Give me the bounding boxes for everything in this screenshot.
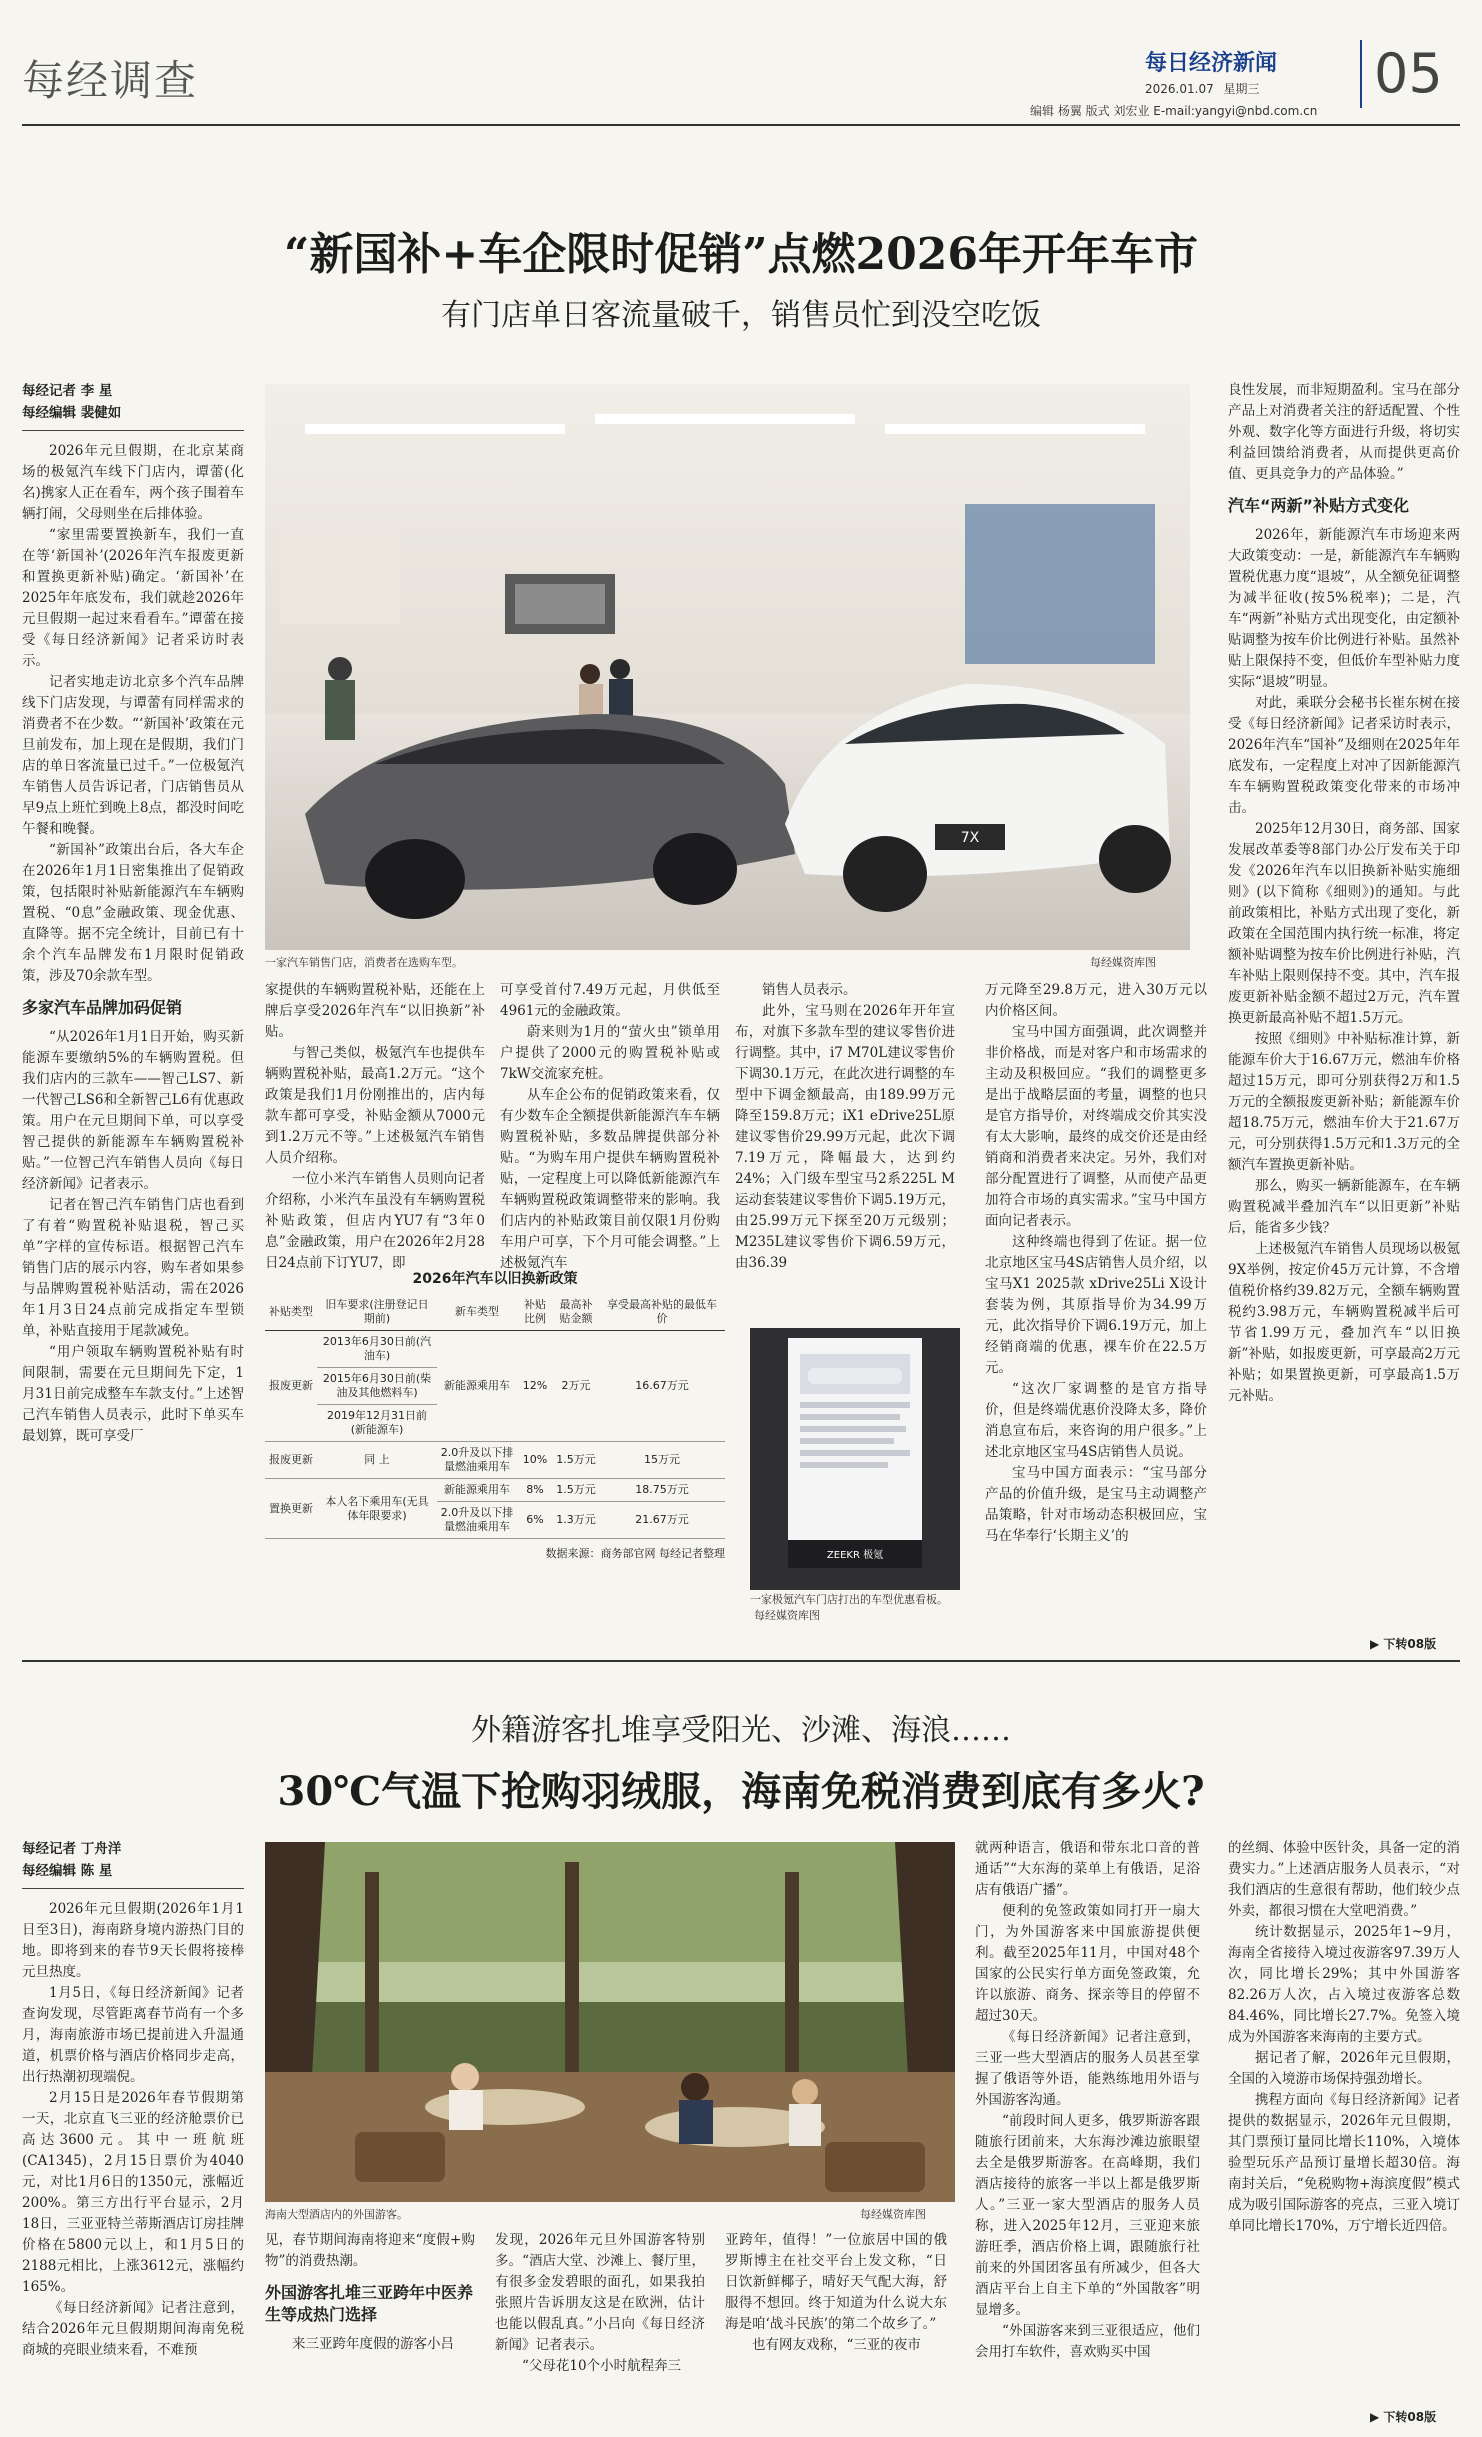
car-badge: 7X	[960, 830, 980, 846]
header-rule	[22, 124, 1460, 126]
paragraph: “父母花10个小时航程奔三	[522, 2358, 682, 2374]
story2-column-3	[495, 2230, 705, 2430]
table-row	[265, 1479, 725, 1502]
paragraph: 与智己类似，极氪汽车也提供车辆购置税补贴，最高1.2万元。“这个政策是我们1月份刚推出的，店内每款车都可享受，补贴金额从7000元到1.2万元不等。”上述极氪汽车销售人员介绍称。	[265, 1045, 485, 1166]
story2-byline-reporter: 每经记者 丁舟洋	[22, 1841, 122, 1857]
inset-caption-credit: 每经媒资库图	[754, 1609, 820, 1622]
policy-table-title: 2026年汽车以旧换新政策	[412, 1271, 578, 1287]
paragraph: 2026年元旦假期(2026年1月1日至3日)，海南跻身境内游热门目的地。即将到来的春节9天长假将接棒元旦热度。	[22, 1901, 244, 1980]
section-heading: 外国游客扎堆三亚跨年中医养生等成热门选择	[265, 2283, 474, 2324]
play-arrow-icon: ▶	[1370, 1637, 1380, 1651]
story-divider	[22, 1660, 1460, 1662]
story1-byline-reporter: 每经记者 李 星	[22, 383, 113, 399]
paragraph: 《每日经济新闻》记者注意到，三亚一些大型酒店的服务人员甚至掌握了俄语等外语，能熟练地用外语与外国游客沟通。	[975, 2029, 1200, 2108]
paragraph: 携程方面向《每日经济新闻》记者提供的数据显示，2026年元旦假期，其门票预订量同比增长110%，入境体验型玩乐产品预订量增长超30倍。海南封关后，“免税购物+海滨度假”模式成为吸引国际游客的亮点，三亚入境订单同比增长170%，万宁增长近四倍。	[1228, 2092, 1460, 2234]
table-cell: 2013年6月30日前(汽油车)	[317, 1331, 437, 1368]
paragraph: 2025年12月30日，商务部、国家发展改革委等8部门办公厅发布关于印发《2026年汽车以旧换新补贴实施细则》(以下简称《细则》)的通知。与此前政策相比，补贴方式出现了变化，新政策在全国范围内执行统一标准，将定额补贴调整为按车价比例进行补贴，汽车补贴上限则保持不变。其中，汽车报废更新补贴金额不超过2万元，汽车置换更新最高补贴不超1.5万元。	[1228, 821, 1460, 1026]
section-name: 每经调查	[22, 56, 199, 105]
story1-column-1	[22, 380, 244, 1676]
story1-photo-credit: 每经媒资库图	[1090, 956, 1156, 969]
story1-column-3	[500, 980, 720, 1271]
table-cell: 新能源乘用车	[437, 1331, 517, 1442]
table-cell: 18.75万元	[599, 1479, 725, 1502]
paragraph: 万元降至29.8万元，进入30万元以内价格区间。	[985, 982, 1207, 1019]
story1-photo-caption: 一家汽车销售门店，消费者在选购车型。	[265, 956, 463, 969]
story1-byline-editor: 每经编辑 裴健如	[22, 405, 122, 421]
masthead-paper-name: 每日经济新闻	[1145, 50, 1278, 76]
page-number: 05	[1374, 42, 1443, 105]
continued-label: 下转08版	[1383, 2410, 1437, 2424]
table-header-row	[265, 1294, 725, 1331]
table-cell: 2.0升及以下排量燃油乘用车	[437, 1442, 517, 1479]
paragraph: 可享受首付7.49万元起，月供低至4961元的金融政策。	[500, 982, 720, 1019]
section-heading: 汽车“两新”补贴方式变化	[1228, 496, 1410, 515]
table-row	[265, 1331, 725, 1368]
paragraph: 此外，宝马则在2026年开年宣布，对旗下多款车型的建议零售价进行调整。其中，i7 M70L建议零售价下调30.1万元，在此次进行调整的车型中下调金额最高，由189.99万元降至159.8万元；iX1 eDrive25L原建议零售价29.99万元起，此次下调7.19万元，降幅最大，达到约24%；入门级车型宝马2系225L M运动套装建议零售价下调5.19万元，由25.99万元下探至20万元级别；M235L建议零售价下调6.59万元，由36.39	[735, 1003, 955, 1271]
hotel-lobby-illustration	[265, 1842, 955, 2202]
table-cell: 报废更新	[265, 1442, 317, 1479]
table-cell: 2019年12月31日前(新能源车)	[317, 1405, 437, 1442]
continued-label: 下转08版	[1383, 1637, 1437, 1651]
paragraph: 据记者了解，2026年元旦假期，全国的入境游市场保持强劲增长。	[1228, 2050, 1460, 2087]
promo-board-illustration	[750, 1328, 960, 1590]
story2-kicker: 外籍游客扎堆享受阳光、沙滩、海浪……	[471, 1713, 1011, 1748]
story2-continued-link[interactable]	[1370, 2408, 1436, 2425]
table-cell: 本人名下乘用车(无具体年限要求)	[317, 1479, 437, 1539]
paragraph: 从车企公布的促销政策来看，仅有少数车企全额提供新能源汽车车辆购置税补贴，多数品牌提供部分补贴。“为购车用户提供车辆购置税补贴，一定程度上可以降低新能源汽车车辆购置税政策调整带来的影响。我们店内的补贴政策目前仅限1月份购车用户可享，下个月可能会调整。”上述极氪汽车	[500, 1087, 720, 1271]
story2-title: 30℃气温下抢购羽绒服，海南免税消费到底有多火?	[277, 1768, 1205, 1815]
paragraph: 销售人员表示。	[762, 982, 857, 998]
paragraph: 记者在智己汽车销售门店也看到了有着“购置税补贴退税，智己买单”字样的宣传标语。根据智己汽车销售门店的展示内容，购车者如果参与品牌购置税补贴活动，需在2026年1月3日24点前完成指定车型锁单，补贴直接用于尾款减免。	[22, 1197, 244, 1339]
table-header: 最高补贴金额	[553, 1294, 599, 1331]
table-cell: 报废更新	[265, 1331, 317, 1442]
story1-subtitle: 有门店单日客流量破千，销售员忙到没空吃饭	[441, 298, 1041, 333]
section-heading: 多家汽车品牌加码促销	[22, 998, 183, 1017]
table-header: 旧车要求(注册登记日期前)	[317, 1294, 437, 1331]
story1-column-5	[985, 980, 1207, 1660]
paragraph: 《每日经济新闻》记者注意到，结合2026年元旦假期期间海南免税商城的亮眼业绩来看，不难预	[22, 2300, 244, 2358]
table-cell: 新能源乘用车	[437, 1479, 517, 1502]
story2-column-6	[1228, 1838, 1460, 2398]
inset-caption-text: 一家极氪汽车门店打出的车型优惠看板。	[750, 1593, 948, 1606]
paragraph: “这次厂家调整的是官方指导价，但是终端优惠价没降太多，降价消息宣布后，来咨询的用户很多。”上述北京地区宝马4S店销售人员说。	[985, 1381, 1207, 1460]
story2-photo-credit: 每经媒资库图	[860, 2208, 926, 2221]
paragraph: 的丝绸、体验中医针灸，具备一定的消费实力。”上述酒店服务人员表示，“对我们酒店的生意很有帮助，他们较少点外卖，都很习惯在大堂吧消费。”	[1228, 1840, 1460, 1919]
table-cell: 1.3万元	[553, 1502, 599, 1539]
paragraph: 就两种语言，俄语和带东北口音的普通话”“大东海的菜单上有俄语，足浴店有俄语广播”。	[975, 1840, 1200, 1898]
paragraph: “前段时间人更多，俄罗斯游客跟随旅行团前来，大东海沙滩边旅眼望去全是俄罗斯游客。在高峰期，我们酒店接待的旅客一半以上都是俄罗斯人。”三亚一家大型酒店的服务人员称，进入2025年12月，三亚迎来旅游旺季，酒店价格上调，跟随旅行社前来的外国团客虽有所减少，但各大酒店平台上自主下单的“外国散客”明显增多。	[975, 2113, 1200, 2318]
story2-column-1	[22, 1838, 244, 2428]
story2-column-5	[975, 1838, 1200, 2428]
story1-column-6	[1228, 380, 1460, 1630]
header-divider	[1360, 40, 1362, 108]
paragraph: 一位小米汽车销售人员则向记者介绍称，小米汽车虽没有车辆购置税补贴政策，但店内YU7有“3年0息”金融政策，用户在2026年2月28日24点前下订YU7，即	[265, 1171, 485, 1271]
paragraph: 家提供的车辆购置税补贴，还能在上牌后享受2026年汽车“以旧换新”补贴。	[265, 982, 485, 1040]
paragraph: “从2026年1月1日开始，购买新能源车要缴纳5%的车辆购置税。但我们店内的三款车——智己LS7、新一代智己LS6和全新智己L6有优惠政策。用户在元旦期间下单，可以享受智己提供的新能源车车辆购置税补贴。”一位智己汽车销售人员向《每日经济新闻》记者表示。	[22, 1029, 244, 1192]
paragraph: “用户领取车辆购置税补贴有时间限制，需要在元旦期间先下定，1月31日前完成整车车款支付。”上述智己汽车销售人员表示，此时下单买车最划算，既可享受厂	[22, 1344, 244, 1444]
paragraph: 2月15日是2026年春节假期第一天，北京直飞三亚的经济舱票价已高达3600元。其中一班航班(CA1345)，2月15日票价为4040元，对比1月6日的1350元，涨幅近200%。第三方出行平台显示，2月18日，三亚亚特兰蒂斯酒店订房挂牌价格在5800元以上，和1月5日的2188元相比，上涨3612元，涨幅约165%。	[22, 2090, 244, 2295]
paragraph: 统计数据显示，2025年1~9月，海南全省接待入境过夜游客97.39万人次，同比增长29%；其中外国游客82.26万人次，占入境过夜游客总数84.46%，同比增长27.7%。免签入境成为外国游客来海南的主要方式。	[1228, 1924, 1460, 2045]
paragraph: 2026年，新能源汽车市场迎来两大政策变动：一是，新能源汽车车辆购置税优惠力度“退坡”，从全额免征调整为减半征收(按5%税率)；二是，汽车“两新”补贴方式出现变化，由定额补贴调整为按车价比例进行补贴。虽然补贴上限保持不变，但低价车型补贴力度实际“退坡”明显。	[1228, 527, 1460, 690]
paragraph: “外国游客来到三亚很适应，他们会用打车软件，喜欢购买中国	[975, 2323, 1200, 2360]
paragraph: 记者实地走访北京多个汽车品牌线下门店发现，与谭蕾有同样需求的消费者不在少数。“‘新国补’政策在元旦前发布，加上现在是假期，我们门店的单日客流量已过千。”一位极氪汽车销售人员告诉记者，门店销售员从早9点上班忙到晚上8点，都没时间吃午餐和晚餐。	[22, 674, 244, 837]
table-cell: 6%	[517, 1502, 553, 1539]
table-cell: 15万元	[599, 1442, 725, 1479]
paragraph: 也有网友戏称，“三亚的夜市	[752, 2337, 921, 2353]
paragraph: 来三亚跨年度假的游客小吕	[292, 2336, 454, 2352]
table-cell: 2.0升及以下排量燃油乘用车	[437, 1502, 517, 1539]
inset-brand-label: ZEEKR 极氪	[826, 1550, 884, 1561]
paragraph: 这种终端也得到了佐证。据一位北京地区宝马4S店销售人员介绍，以宝马X1 2025款 xDrive25Li X设计套装为例，其原指导价为34.99万元，此次指导价下调6.19万元，加上经销商端的优惠，裸车价在22.5万元。	[985, 1234, 1207, 1376]
paragraph: “新国补”政策出台后，各大车企在2026年1月1日密集推出了促销政策，包括限时补贴新能源汽车车辆购置税、“0息”金融政策、现金优惠、直降等。据不完全统计，目前已有十余个汽车品牌发布1月限时促销政策，涉及70余款车型。	[22, 842, 244, 984]
play-arrow-icon: ▶	[1370, 2410, 1380, 2424]
paragraph: 良性发展，而非短期盈利。宝马在部分产品上对消费者关注的舒适配置、个性外观、数字化等方面进行升级，将切实利益回馈给消费者，从而提供更高价值、更具竞争力的产品体验。”	[1228, 382, 1460, 482]
table-cell: 8%	[517, 1479, 553, 1502]
story2-photo-caption: 海南大型酒店内的外国游客。	[265, 2208, 408, 2221]
story1-column-4	[735, 980, 955, 1270]
paragraph: 2026年元旦假期，在北京某商场的极氪汽车线下门店内，谭蕾(化名)携家人正在看车，两个孩子围着车辆打闹，父母则坐在后排体验。	[22, 443, 244, 522]
table-cell: 2万元	[553, 1331, 599, 1442]
story1-inset-caption	[750, 1592, 960, 1624]
story1-continued-link[interactable]	[1370, 1635, 1436, 1652]
table-cell: 16.67万元	[599, 1331, 725, 1442]
paragraph: 宝马中国方面强调，此次调整并非价格战，而是对客户和市场需求的主动及积极回应。“我们的调整更多是出于战略层面的考量，调整的也只是官方指导价，对终端成交价其实没有太大影响，最终的成交价还是由经销商和消费者来决定。另外，我们对部分配置进行了调整，从而使产品更加符合市场的真实需求。”宝马中国方面向记者表示。	[985, 1024, 1207, 1229]
policy-table	[265, 1294, 725, 1539]
table-cell: 21.67万元	[599, 1502, 725, 1539]
paragraph: 那么，购买一辆新能源车，在车辆购置税减半叠加汽车“以旧更新”补贴后，能省多少钱？	[1228, 1178, 1460, 1236]
paragraph: 便利的免签政策如同打开一扇大门，为外国游客来中国旅游提供便利。截至2025年11月，中国对48个国家的公民实行单方面免签政策，允许以旅游、商务、探亲等目的停留不超过30天。	[975, 1903, 1200, 2024]
table-cell: 12%	[517, 1331, 553, 1442]
editor-credits: 编辑 杨翼 版式 刘宏业 E-mail:yangyi@nbd.com.cn	[1030, 104, 1318, 118]
policy-table-box	[265, 1268, 725, 1598]
table-cell: 1.5万元	[553, 1479, 599, 1502]
story1-main-photo	[265, 384, 1190, 950]
table-header: 补贴类型	[265, 1294, 317, 1331]
story2-column-4	[725, 2230, 947, 2430]
paragraph: 宝马中国方面表示：“宝马部分产品的价值升级，是宝马主动调整产品策略，针对市场动态积极回应，宝马在华奉行‘长期主义’的	[985, 1465, 1207, 1544]
story2-column-2	[265, 2230, 475, 2430]
paragraph: 亚跨年，值得！”一位旅居中国的俄罗斯博主在社交平台上发文称，“日日饮新鲜椰子，晴好天气配大海，舒服得不想回。终于知道为什么说大东海是咱‘战斗民族’的第二个故乡了。”	[725, 2232, 947, 2332]
table-row	[265, 1442, 725, 1479]
table-cell: 2015年6月30日前(柴油及其他燃料车)	[317, 1368, 437, 1405]
table-header: 享受最高补贴的最低车价	[599, 1294, 725, 1331]
story1-column-2	[265, 980, 485, 1271]
paragraph: “家里需要置换新车，我们一直在等‘新国补’(2026年汽车报废更新和置换更新补贴)确定。‘新国补’在2025年年底发布，我们就趁2026年元旦假期一起过来看看车。”谭蕾在接受《每日经济新闻》记者采访时表示。	[22, 527, 244, 669]
paragraph: 对此，乘联分会秘书长崔东树在接受《每日经济新闻》记者采访时表示，2026年汽车“国补”及细则在2025年年底发布，一定程度上对冲了因新能源汽车车辆购置税政策变化带来的市场冲击。	[1228, 695, 1460, 816]
story2-main-photo	[265, 1842, 955, 2202]
paragraph: 见，春节期间海南将迎来“度假+购物”的消费热潮。	[265, 2232, 475, 2269]
paragraph: 1月5日，《每日经济新闻》记者查询发现，尽管距离春节尚有一个多月，海南旅游市场已提前进入升温通道，机票价格与酒店价格同步走高，出行热潮初现端倪。	[22, 1985, 244, 2085]
table-cell: 1.5万元	[553, 1442, 599, 1479]
table-header: 新车类型	[437, 1294, 517, 1331]
story2-byline-editor: 每经编辑 陈 星	[22, 1863, 113, 1879]
paragraph: 蔚来则为1月的“萤火虫”锁单用户提供了2000元的购置税补贴或7kW交流家充桩。	[500, 1024, 720, 1082]
header-date-line	[1145, 80, 1260, 97]
table-cell: 同 上	[317, 1442, 437, 1479]
paragraph: 上述极氪汽车销售人员现场以极氪9X举例，按定价45万元计算，不含增值税价格约39.82万元，全额车辆购置税约3.98万元，车辆购置税减半后可节省1.99万元，叠加汽车“以旧换新”补贴，如报废更新，可享最高2万元补贴；如果置换更新，可享最高1.5万元补贴。	[1228, 1241, 1460, 1404]
table-header: 补贴比例	[517, 1294, 553, 1331]
issue-date: 2026.01.07	[1145, 82, 1214, 96]
policy-table-source: 数据来源：商务部官网 每经记者整理	[545, 1547, 725, 1560]
story1-inset-photo	[750, 1328, 960, 1590]
paragraph: 按照《细则》中补贴标准计算，新能源车价大于16.67万元，燃油车价格超过15万元，即可分别获得2万和1.5万元的全额报废更新补贴；新能源车价超18.75万元，燃油车价大于21.67万元，可分别获得1.5万元和1.3万元的全额汽车置换更新补贴。	[1228, 1031, 1460, 1173]
story1-title: “新国补+车企限时促销”点燃2026年开年车市	[284, 229, 1198, 280]
paragraph: 发现，2026年元旦外国游客特别多。“酒店大堂、沙滩上、餐厅里，有很多金发碧眼的面孔，如果我拍张照片告诉朋友这是在欧洲，估计也能以假乱真。”小吕向《每日经济新闻》记者表示。	[495, 2232, 705, 2353]
table-cell: 置换更新	[265, 1479, 317, 1539]
car-showroom-illustration	[265, 384, 1190, 950]
issue-weekday: 星期三	[1223, 82, 1260, 96]
table-cell: 10%	[517, 1442, 553, 1479]
